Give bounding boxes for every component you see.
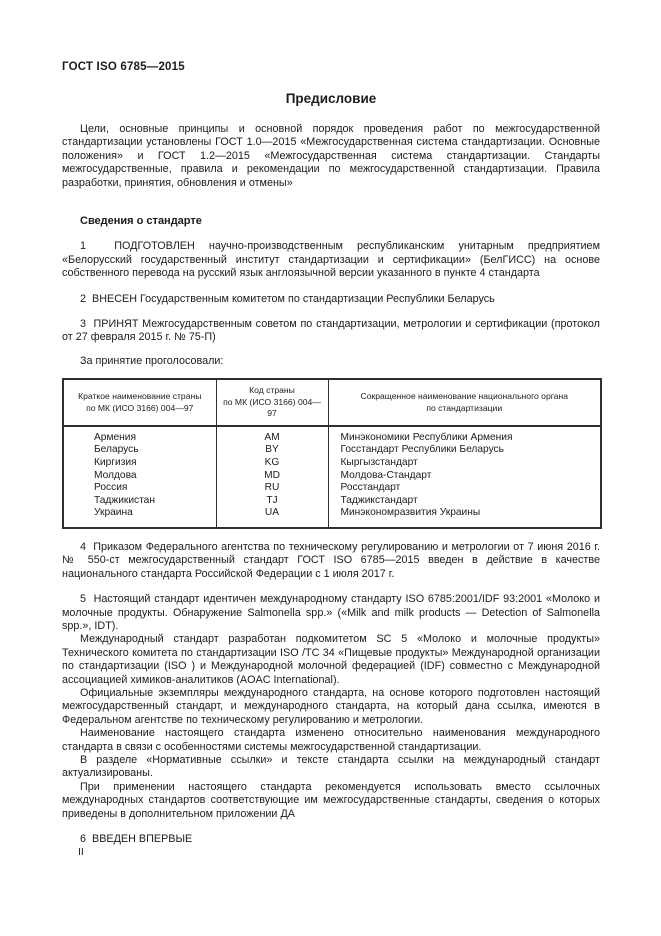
cell-body: Госстандарт Республики Беларусь [328, 444, 601, 457]
cell-country: Беларусь [94, 444, 139, 456]
cell-body: Росстандарт [328, 482, 601, 495]
cell-code: BY [216, 444, 328, 457]
cell-body: Таджикстандарт [328, 495, 601, 508]
table-row [63, 495, 601, 508]
clause-3-adopted: 3 ПРИНЯТ Межгосударственным советом по стандартизации, метрологии и сертификации (протокол от 27 февраля 2015 г. № 75-П) [62, 318, 600, 344]
page-number: II [78, 846, 84, 858]
column-header-code [216, 379, 328, 426]
table-row [63, 444, 601, 457]
cell-code: TJ [216, 495, 328, 508]
cell-country: Украина [94, 507, 133, 519]
cell-code: RU [216, 482, 328, 495]
page-title: Предисловие [285, 91, 377, 106]
column-header-line: Сокращенное наименование национального органа [360, 391, 568, 402]
vote-intro: За принятие проголосовали: [80, 354, 224, 367]
cell-country: Армения [94, 431, 136, 443]
cell-country: Молдова [94, 469, 137, 481]
cell-code: UA [216, 507, 328, 528]
cell-body: Минэкономразвития Украины [328, 507, 601, 528]
clause-5-name-changed: Наименование настоящего стандарта изменено относительно наименования международного стандарта в связи с особенностями системы межгосударственной стандартизации. [62, 727, 600, 753]
table-row [63, 482, 601, 495]
cell-code: AM [216, 426, 328, 445]
clause-5-references-updated: В разделе «Нормативные ссылки» и тексте стандарта ссылки на международный стандарт актуализированы. [62, 754, 600, 780]
vote-table-header [63, 379, 601, 426]
cell-country: Россия [94, 482, 128, 494]
clause-5-developed-by: Международный стандарт разработан подкомитетом SC 5 «Молоко и молочные продукты» Технического комитета по стандартизации ISO /ТС 34 «Пищевые продукты» Международной организации по стандартизации (ISO ) и Международной молочной федерацией (IDF) совместно с Международной ассоциацией химиков-аналитиков (AOAC International). [62, 633, 600, 686]
cell-code: KG [216, 457, 328, 470]
foreword-intro-paragraph: Цели, основные принципы и основной порядок проведения работ по межгосударственной стандартизации установлены ГОСТ 1.0—2015 «Межгосударственная система стандартизации. Основные положения» и ГОСТ 1.2—2015 «Межгосударственная система стандартизации. Стандарты межгосударственные, правила и рекомендации по межгосударственной стандартизации. Правила разработки, принятия, обновления и отмены» [62, 123, 600, 189]
cell-body: Кыргызстандарт [328, 457, 601, 470]
clause-2-submitted: 2 ВНЕСЕН Государственным комитетом по стандартизации Республики Беларусь [80, 292, 495, 305]
table-row [63, 507, 601, 528]
column-header-line: Код страны [249, 385, 295, 396]
clause-4-enacted: 4 Приказом Федерального агентства по техническому регулированию и метрологии от 7 июня 2016 г. № 550-ст межгосударственный стандарт ГОСТ ISO 6785—2015 введен в действие в качестве национального стандарта Российской Федерации с 1 июля 2017 г. [62, 540, 600, 580]
cell-body: Молдова-Стандарт [328, 470, 601, 483]
cell-body: Минэкономики Республики Армения [328, 426, 601, 445]
clause-1-prepared: 1 ПОДГОТОВЛЕН научно-производственным республиканским унитарным предприятием «Белорусский государственный институт стандартизации и сертификации» (БелГИСС) на основе собственного перевода на русский язык англоязычной версии указанного в пункте 4 стандарта [62, 240, 600, 280]
table-row [63, 426, 601, 445]
doc-code: ГОСТ ISO 6785—2015 [62, 61, 185, 73]
column-header-line: по стандартизации [426, 402, 503, 413]
column-header-line: по МК (ИСО 3166) 004—97 [223, 396, 321, 419]
clause-5-official-copies: Официальные экземпляры международного стандарта, на основе которого подготовлен настоящий межгосударственный стандарт, и международного стандарта, на который дана ссылка, имеются в Федеральном агентстве по техническому регулированию и метрологии. [62, 687, 600, 726]
standard-info-heading: Сведения о стандарте [80, 215, 202, 228]
clause-5-identity: 5 Настоящий стандарт идентичен международному стандарту ISO 6785:2001/IDF 93:2001 «Молоко и молочные продукты. Обнаружение Salmonella spp.» («Milk and milk products — Detection of Salmonella spp.», IDT). [62, 593, 600, 632]
vote-table [62, 378, 602, 529]
cell-country: Киргизия [94, 456, 137, 468]
cell-country: Таджикистан [94, 494, 155, 506]
clause-6-first-introduced: 6 ВВЕДЕН ВПЕРВЫЕ [80, 833, 193, 846]
clause-5-recommendation: При применении настоящего стандарта рекомендуется использовать вместо ссылочных международных стандартов соответствующие им межгосударственные стандарты, сведения о которых приведены в дополнительном приложении ДА [62, 780, 600, 820]
table-row [63, 470, 601, 483]
column-header-body [328, 379, 601, 426]
cell-code: MD [216, 470, 328, 483]
table-row [63, 457, 601, 470]
column-header-country [63, 379, 216, 426]
column-header-line: Краткое наименование страны [78, 391, 202, 402]
column-header-line: по МК (ИСО 3166) 004—97 [86, 402, 194, 413]
